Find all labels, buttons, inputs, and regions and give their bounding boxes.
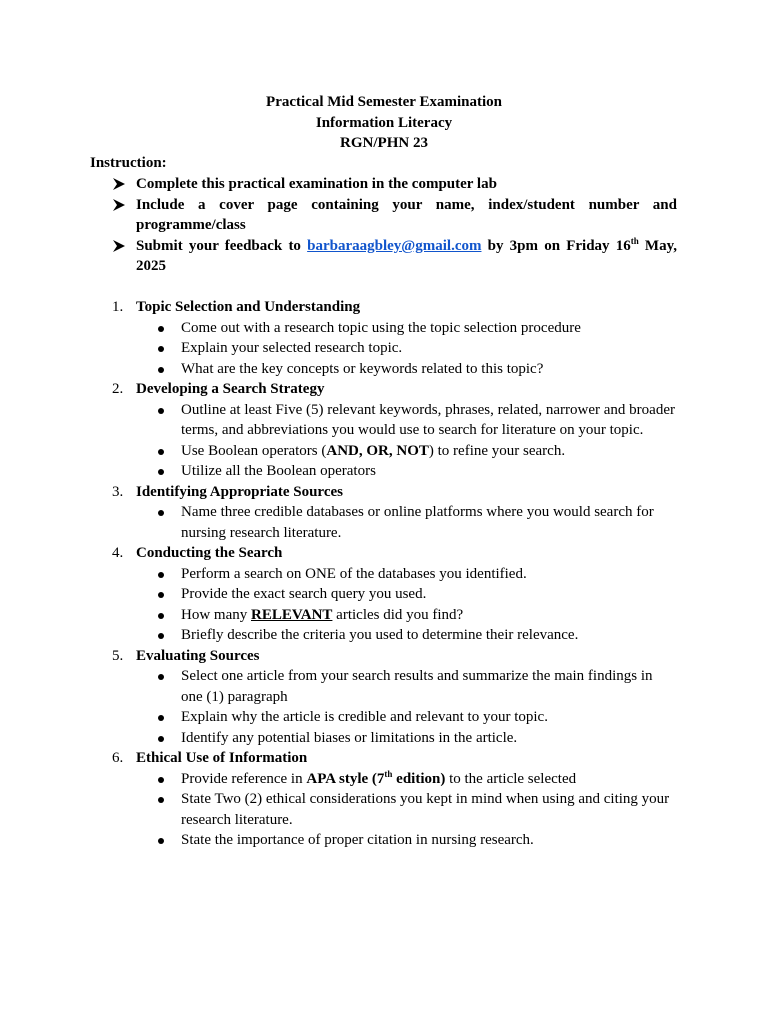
boolean-operators: AND, OR, NOT <box>326 442 429 459</box>
instruction-item <box>90 174 677 195</box>
instruction-text: Include a cover page containing your name, index/student number and programme/class <box>136 196 677 233</box>
task-bullets <box>136 400 677 482</box>
task-bullets <box>136 318 677 380</box>
bullet-text: What are the key concepts or keywords related to this topic? <box>181 360 544 377</box>
task-item <box>90 379 677 482</box>
bullet-item <box>136 564 677 585</box>
task-title: Developing a Search Strategy <box>136 381 325 397</box>
instruction-item <box>90 195 677 236</box>
arrow-bullet-icon <box>112 239 126 253</box>
bullet-dot-icon <box>158 449 164 455</box>
arrow-bullet-icon <box>112 198 126 212</box>
task-number: 6. <box>112 750 124 766</box>
task-item <box>90 748 677 851</box>
bullet-dot-icon <box>158 736 164 742</box>
arrow-bullet-icon <box>112 177 126 191</box>
bullet-text: Utilize all the Boolean operators <box>181 463 376 479</box>
bullet-text: Name three credible databases or online platforms where you would search for nursing research literature. <box>181 504 654 541</box>
bullet-dot-icon <box>158 572 164 578</box>
bullet-text: Perform a search on ONE of the databases you identified. <box>181 565 527 582</box>
document-header <box>0 92 768 154</box>
task-bullets <box>136 666 677 748</box>
bullet-dot-icon <box>158 367 164 373</box>
bullet-text: State the importance of proper citation in nursing research. <box>181 832 534 848</box>
bullet-text: to the article selected <box>445 770 577 787</box>
task-number: 5. <box>112 647 124 664</box>
bullet-item <box>136 584 677 605</box>
bullet-dot-icon <box>158 797 164 803</box>
task-number: 3. <box>112 483 124 500</box>
bullet-item <box>136 318 677 339</box>
ordinal-suffix: th <box>630 235 639 246</box>
bullet-text: Explain why the article is credible and relevant to your topic. <box>181 709 548 725</box>
bullet-item <box>136 338 677 359</box>
task-item <box>90 543 677 646</box>
task-bullets <box>136 769 677 851</box>
ordinal-suffix: th <box>384 768 393 779</box>
bullet-item <box>136 666 677 707</box>
instruction-text: May, 2025 <box>136 237 678 274</box>
task-number: 1. <box>112 299 124 315</box>
task-item <box>90 482 677 544</box>
bullet-dot-icon <box>158 838 164 844</box>
bullet-text: Select one article from your search results and summarize the main findings in one (1) paragraph <box>181 668 653 705</box>
bullet-text: Provide the exact search query you used. <box>181 586 427 602</box>
bullet-dot-icon <box>158 777 164 783</box>
task-title: Topic Selection and Understanding <box>136 299 361 315</box>
bullet-item <box>136 830 677 851</box>
instruction-label: Instruction: <box>90 155 167 171</box>
task-title: Conducting the Search <box>136 545 283 561</box>
email-link[interactable]: barbaraagbley@gmail.com <box>307 237 482 254</box>
bullet-item <box>136 789 677 830</box>
bullet-text: ) to refine your search. <box>428 442 566 459</box>
bullet-text: Come out with a research topic using the topic selection procedure <box>181 319 581 336</box>
bullet-item <box>136 359 677 380</box>
relevant-emphasis: RELEVANT <box>251 606 333 623</box>
bullet-item <box>136 728 677 749</box>
bullet-dot-icon <box>158 326 164 332</box>
task-title: Evaluating Sources <box>136 647 260 664</box>
bullet-dot-icon <box>158 633 164 639</box>
bullet-text: Identify any potential biases or limitations in the article. <box>181 729 518 746</box>
bullet-text: Outline at least Five (5) relevant keywords, phrases, related, narrower and broader terms, and abbreviations you would use to search for literature on your topic. <box>181 401 675 438</box>
apa-style: APA style (7 <box>306 770 385 787</box>
bullet-dot-icon <box>158 346 164 352</box>
task-number: 4. <box>112 545 124 561</box>
task-item <box>90 646 677 749</box>
instruction-list <box>90 174 677 277</box>
bullet-text: Provide reference in <box>181 770 307 787</box>
instruction-item <box>90 236 677 277</box>
bullet-item <box>136 605 677 626</box>
class-code: RGN/PHN 23 <box>340 135 428 151</box>
task-title: Identifying Appropriate Sources <box>136 483 343 500</box>
bullet-dot-icon <box>158 469 164 475</box>
bullet-dot-icon <box>158 510 164 516</box>
bullet-item <box>136 625 677 646</box>
bullet-text: Use Boolean operators ( <box>181 442 327 459</box>
bullet-item <box>136 441 677 462</box>
exam-title: Practical Mid Semester Examination <box>266 94 502 110</box>
bullet-text: Briefly describe the criteria you used to determine their relevance. <box>181 627 579 643</box>
bullet-item <box>136 461 677 482</box>
bullet-dot-icon <box>158 408 164 414</box>
bullet-dot-icon <box>158 592 164 598</box>
bullet-text: articles did you find? <box>332 606 464 623</box>
task-bullets <box>136 502 677 543</box>
instruction-text: Submit your feedback to <box>136 237 308 254</box>
bullet-item <box>136 707 677 728</box>
bullet-text: Explain your selected research topic. <box>181 340 403 356</box>
task-number: 2. <box>112 381 124 397</box>
task-title: Ethical Use of Information <box>136 750 308 766</box>
task-list <box>90 297 677 851</box>
task-bullets <box>136 564 677 646</box>
apa-edition: edition) <box>392 770 446 787</box>
bullet-dot-icon <box>158 674 164 680</box>
bullet-dot-icon <box>158 715 164 721</box>
bullet-item <box>136 502 677 543</box>
task-item <box>90 297 677 379</box>
bullet-item <box>136 769 677 790</box>
bullet-text: How many <box>181 606 251 623</box>
course-title: Information Literacy <box>315 114 453 131</box>
instruction-text: by 3pm on Friday 16 <box>481 237 631 254</box>
instruction-text: Complete this practical examination in the computer lab <box>136 176 497 192</box>
bullet-text: State Two (2) ethical considerations you kept in mind when using and citing your research literature. <box>181 791 670 828</box>
bullet-dot-icon <box>158 613 164 619</box>
bullet-item <box>136 400 677 441</box>
